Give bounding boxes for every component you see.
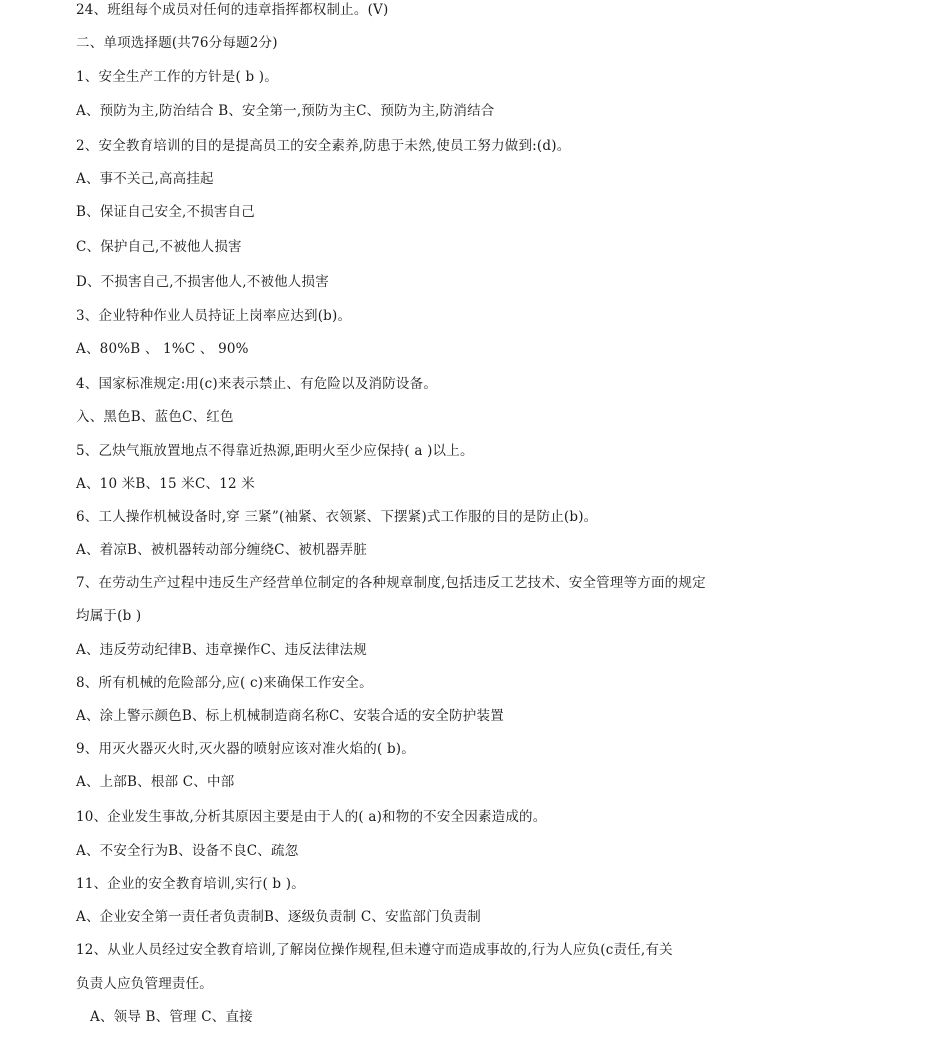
question-line-continued: 均属于(b ) xyxy=(76,608,142,624)
option-line: C、保护自己,不被他人损害 xyxy=(76,239,242,255)
question-line: 2、安全教育培训的目的是提高员工的安全素养,防患于未然,使员工努力做到:(d)。 xyxy=(76,138,571,154)
options-line: A、领导 B、管理 C、直接 xyxy=(90,1009,253,1025)
question-line: 12、从业人员经过安全教育培训,了解岗位操作规程,但未遵守而造成事故的,行为人应负(c责任,有关 xyxy=(76,942,673,958)
question-line: 9、用灭火器灭火时,灭火器的喷射应该对准火焰的( b)。 xyxy=(76,741,415,757)
question-line: 11、企业的安全教育培训,实行( b )。 xyxy=(76,876,305,892)
question-line-continued: 负责人应负管理责任。 xyxy=(76,976,213,992)
question-line: 8、所有机械的危险部分,应( c)来确保工作安全。 xyxy=(76,675,373,691)
options-line: A、违反劳动纪律B、违章操作C、违反法律法规 xyxy=(76,642,367,658)
option-line: B、保证自己安全,不损害自己 xyxy=(76,204,256,220)
option-line: D、不损害自己,不损害他人,不被他人损害 xyxy=(76,274,329,290)
options-line: A、预防为主,防治结合 B、安全第一,预防为主C、预防为主,防消结合 xyxy=(76,103,495,119)
options-line: A、着凉B、被机器转动部分缠绕C、被机器弄脏 xyxy=(76,542,367,558)
text-line: 24、班组每个成员对任何的违章指挥都权制止。(V) xyxy=(76,2,389,18)
question-line: 3、企业特种作业人员持证上岗率应达到(b)。 xyxy=(76,308,352,324)
question-line: 1、安全生产工作的方针是( b )。 xyxy=(76,69,278,85)
options-line: A、上部B、根部 C、中部 xyxy=(76,774,235,790)
section-heading: 二、单项选择题(共76分每题2分) xyxy=(76,35,278,51)
question-line: 7、在劳动生产过程中违反生产经营单位制定的各种规章制度,包括违反工艺技术、安全管理等方面的规定 xyxy=(76,575,706,591)
question-line: 10、企业发生事故,分析其原因主要是由于人的( a)和物的不安全因素造成的。 xyxy=(76,809,547,825)
options-line: 入、黑色B、蓝色C、红色 xyxy=(76,409,234,425)
options-line: A、涂上警示颜色B、标上机械制造商名称C、安装合适的安全防护装置 xyxy=(76,708,504,724)
options-line: A、10 米B、15 米C、12 米 xyxy=(76,476,256,492)
options-line: A、企业安全第一责任者负责制B、逐级负责制 C、安监部门负责制 xyxy=(76,909,481,925)
option-line: A、事不关己,高高挂起 xyxy=(76,171,214,187)
options-line: A、80%B 、 1%C 、 90% xyxy=(76,341,249,357)
question-line: 5、乙炔气瓶放置地点不得靠近热源,距明火至少应保持( a )以上。 xyxy=(76,443,474,459)
question-line: 6、工人操作机械设备时,穿 三紧”(袖紧、衣领紧、下摆紧)式工作服的目的是防止(b)。 xyxy=(76,509,598,525)
options-line: A、不安全行为B、设备不良C、疏忽 xyxy=(76,843,299,859)
question-line: 4、国家标准规定:用(c)来表示禁止、有危险以及消防设备。 xyxy=(76,376,438,392)
